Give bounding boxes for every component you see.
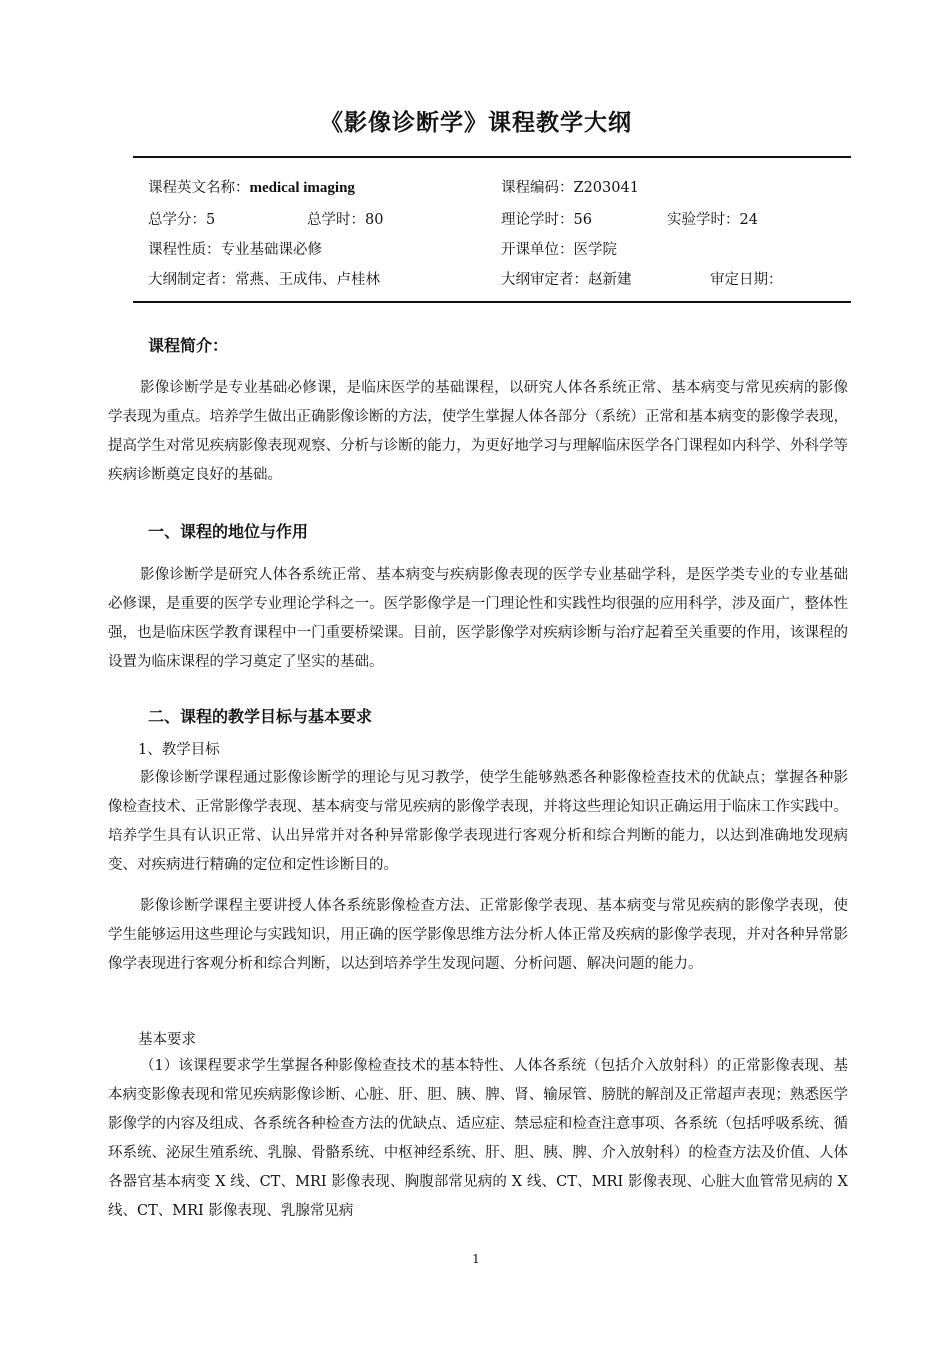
info-lab-hours: 实验学时：24 <box>667 212 758 228</box>
info-english-name <box>148 180 355 196</box>
info-course-nature: 课程性质：专业基础课必修 <box>148 242 322 258</box>
english-name-value: medical imaging <box>249 180 355 196</box>
section2-paragraph-3: （1）该课程要求学生掌握各种影像检查技术的基本特性、人体各系统（包括介入放射科）的正常影像表现、基本病变影像表现和常见疾病影像诊断、心脏、肝、胆、胰、脾、肾、输尿管、膀胱的解剖及正常超声表现；熟悉医学影像学的内容及组成、各系统各种检查方法的优缺点、适应症、禁忌症和检查注意事项、各系统（包括呼吸系统、循环系统、泌尿生殖系统、乳腺、骨骼系统、中枢神经系统、肝、胆、胰、脾、介入放射科）的检查方法及价值、人体各器官基本病变 X 线、CT、MRI 影像表现、胸腹部常见病的 X 线、CT、MRI 影像表现、心脏大血管常见病的 X 线、CT、MRI 影像表现、乳腺常见病 <box>108 1058 848 1219</box>
intro-heading: 课程简介： <box>148 336 229 355</box>
top-rule <box>133 156 851 158</box>
info-unit: 开课单位：医学院 <box>501 242 617 258</box>
intro-paragraph: 影像诊断学是专业基础必修课，是临床医学的基础课程，以研究人体各系统正常、基本病变与常见疾病的影像学表现为重点。培养学生做出正确影像诊断的方法，使学生掌握人体各部分（系统）正常和基本病变的影像学表现，提高学生对常见疾病影像表现观察、分析与诊断的能力，为更好地学习与理解临床医学各门课程如内科学、外科学等疾病诊断奠定良好的基础。 <box>108 380 848 483</box>
info-credits: 总学分：5 <box>148 212 216 228</box>
bottom-rule <box>133 301 851 303</box>
section2-paragraph-2: 影像诊断学课程主要讲授人体各系统影像检查方法、正常影像学表现、基本病变与常见疾病的影像学表现，使学生能够运用这些理论与实践知识，用正确的医学影像思维方法分析人体正常及疾病的影像学表现，并对各种异常影像学表现进行客观分析和综合判断，以达到培养学生发现问题、分析问题、解决问题的能力。 <box>108 898 848 972</box>
section2-sub-requirements: 基本要求 <box>138 1032 196 1048</box>
info-course-code: 课程编码：Z203041 <box>501 180 639 196</box>
document-title: 《影像诊断学》课程教学大纲 <box>320 110 632 136</box>
info-theory-hours: 理论学时：56 <box>501 212 592 228</box>
info-reviewer: 大纲审定者：赵新建 <box>501 272 632 288</box>
section1-heading: 一、课程的地位与作用 <box>148 522 309 541</box>
section2-paragraph-1: 影像诊断学课程通过影像诊断学的理论与见习教学，使学生能够熟悉各种影像检查技术的优缺点；掌握各种影像检查技术、正常影像学表现、基本病变与常见疾病的影像学表现，并将这些理论知识正确运用于临床工作实践中。培养学生具有认识正常、认出异常并对各种异常影像学表现进行客观分析和综合判断的能力，以达到准确地发现病变、对疾病进行精确的定位和定性诊断目的。 <box>108 770 848 873</box>
section2-heading: 二、课程的教学目标与基本要求 <box>148 707 373 726</box>
info-hours: 总学时：80 <box>307 212 384 228</box>
section1-paragraph: 影像诊断学是研究人体各系统正常、基本病变与疾病影像表现的医学专业基础学科，是医学类专业的专业基础必修课，是重要的医学专业理论学科之一。医学影像学是一门理论性和实践性均很强的应用科学，涉及面广，整体性强，也是临床医学教育课程中一门重要桥梁课。目前，医学影像学对疾病诊断与治疗起着至关重要的作用，该课程的设置为临床课程的学习奠定了坚实的基础。 <box>108 567 848 670</box>
english-name-label: 课程英文名称： <box>148 180 250 196</box>
section2-sub-goals: 1、教学目标 <box>138 742 220 758</box>
page-number: 1 <box>472 1252 480 1266</box>
info-authors: 大纲制定者：常燕、王成伟、卢桂林 <box>148 272 380 288</box>
info-review-date: 审定日期： <box>710 272 783 288</box>
